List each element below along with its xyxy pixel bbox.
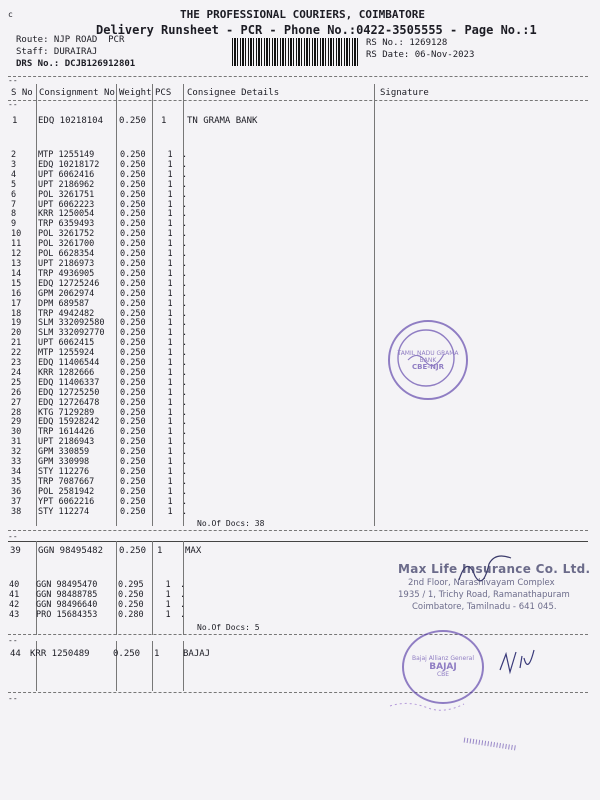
row-consignee: .: [182, 258, 188, 269]
staff-label: Staff: DURAIRAJ: [16, 47, 98, 57]
row-sno: 18: [11, 308, 22, 319]
row-pcs: 1: [167, 209, 173, 220]
row-sno: 43: [9, 609, 20, 620]
column-divider: [8, 100, 588, 101]
row-sno: 16: [11, 288, 22, 299]
col-weight: Weight: [119, 88, 152, 98]
table-row: [0, 448, 187, 458]
row-consignee: .: [182, 179, 188, 190]
row-consignee: .: [182, 457, 188, 468]
row-consignment: MTP 1255149: [38, 150, 95, 160]
dash-mark: --: [8, 100, 18, 109]
col-consignee: Consignee Details: [187, 88, 280, 98]
header-divider: [8, 76, 588, 77]
route-label: Route: NJP ROAD PCR: [16, 35, 125, 45]
row-consignment: TRP 7087667: [38, 476, 95, 487]
row-sno: 40: [9, 580, 20, 590]
row-sno: 17: [11, 298, 22, 309]
row-consignment: POL 3261752: [38, 229, 95, 240]
row-weight: 0.250: [120, 367, 146, 378]
row-consignment: DPM 689587: [38, 298, 90, 309]
row-consignee: .: [182, 249, 188, 260]
row-consignee: .: [182, 239, 188, 250]
row-consignment: GPM 330859: [38, 447, 90, 458]
row-sno: 37: [11, 496, 22, 507]
company-name: THE PROFESSIONAL COURIERS, COIMBATORE: [180, 8, 426, 21]
signature-bajaj-icon: [498, 648, 538, 680]
doc-count: No.Of Docs: 38: [197, 519, 265, 528]
row-pcs: 1: [167, 387, 173, 398]
row-consignment: POL 6628354: [38, 249, 95, 260]
row-weight: 0.250: [120, 348, 146, 359]
row-consignee: .: [182, 447, 188, 458]
row-consignment: EDQ 11406337: [38, 377, 100, 388]
row-consignee: .: [182, 437, 188, 448]
row-weight: 0.295: [118, 580, 144, 590]
row-pcs: 1: [161, 116, 167, 126]
bajaj-allianz-stamp: [402, 630, 484, 704]
row-sno: 26: [11, 387, 22, 398]
row-pcs: 1: [167, 348, 173, 359]
row-consignment: EDQ 10218172: [38, 159, 100, 170]
row-weight: 0.250: [119, 546, 147, 556]
row-weight: 0.250: [120, 328, 146, 339]
row-consignment: YPT 6062216: [38, 496, 95, 507]
row-sno: 33: [11, 457, 22, 468]
row-consignment: PRO 15684353: [36, 609, 98, 620]
table-row: [0, 290, 187, 300]
row-sno: 13: [11, 258, 22, 269]
row-consignee: .: [182, 496, 188, 507]
stamp-text: TAMIL NADU GRAMA BANK: [397, 349, 459, 364]
row-sno: 41: [9, 589, 20, 600]
row-weight: 0.250: [120, 496, 146, 507]
row-consignee: .: [182, 159, 188, 170]
row-consignment: GGN 98495470: [36, 580, 98, 590]
row-weight: 0.250: [120, 169, 146, 180]
row-pcs: 1: [167, 427, 173, 438]
row-consignment: UPT 6062416: [38, 169, 95, 180]
row-sno: 36: [11, 486, 22, 497]
row-consignment: TRP 4936905: [38, 268, 95, 279]
row-consignee: BAJAJ: [183, 649, 211, 659]
row-sno: 28: [11, 407, 22, 418]
row-weight: 0.250: [118, 599, 144, 610]
row-consignee: .: [180, 599, 186, 610]
table-row: [0, 508, 187, 518]
grid-line: [374, 84, 375, 526]
row-pcs: 1: [167, 159, 173, 170]
rs-number: RS No.: 1269128: [366, 38, 448, 48]
row-pcs: 1: [167, 249, 173, 260]
row-pcs: 1: [167, 179, 173, 190]
col-signature: Signature: [380, 88, 429, 98]
row-weight: 0.250: [120, 397, 146, 408]
row-weight: 0.250: [120, 476, 146, 487]
row-weight: 0.250: [120, 506, 146, 517]
row-consignee: .: [182, 150, 188, 160]
row-sno: 9: [11, 219, 17, 230]
row-sno: 23: [11, 358, 22, 369]
row-sno: 39: [10, 546, 21, 556]
row-weight: 0.250: [120, 209, 146, 220]
row-weight: 0.250: [120, 278, 146, 289]
signature-max-icon: [455, 550, 515, 590]
row-consignment: KTG 7129289: [38, 407, 95, 418]
dash-mark: --: [8, 532, 18, 541]
col-consignment: Consignment No: [39, 88, 115, 98]
row-pcs: 1: [167, 506, 173, 517]
row-sno: 3: [11, 159, 17, 170]
row-weight: 0.250: [120, 377, 146, 388]
section-divider: [8, 634, 588, 635]
row-weight: 0.250: [120, 338, 146, 349]
row-weight: 0.250: [120, 298, 146, 309]
row-weight: 0.250: [120, 229, 146, 240]
row-weight: 0.250: [120, 407, 146, 418]
row-sno: 12: [11, 249, 22, 260]
row-consignee: .: [182, 189, 188, 200]
consignment-table-1: [0, 151, 187, 518]
row-pcs: 1: [167, 476, 173, 487]
row-consignment: STY 112276: [38, 467, 90, 477]
row-pcs: 1: [167, 189, 173, 200]
row-consignee: .: [182, 169, 188, 180]
row-pcs: 1: [167, 169, 173, 180]
row-sno: 8: [11, 209, 17, 220]
row-consignment: POL 3261700: [38, 239, 95, 250]
row-consignment: POL 2581942: [38, 486, 95, 497]
row-consignee: .: [182, 486, 188, 497]
row-consignee: .: [180, 609, 186, 620]
row-sno: 22: [11, 348, 22, 359]
row-pcs: 1: [167, 318, 173, 329]
row-weight: 0.250: [118, 589, 144, 600]
row-weight: 0.250: [120, 150, 146, 160]
row-sno: 20: [11, 328, 22, 339]
row-weight: 0.250: [120, 457, 146, 468]
row-consignment: TRP 1614426: [38, 427, 95, 438]
row-pcs: 1: [167, 407, 173, 418]
row-weight: 0.250: [120, 288, 146, 299]
row-consignment: GGN 98496640: [36, 599, 98, 610]
row-consignment: STY 112274: [38, 506, 90, 517]
row-consignment: EDQ 12725250: [38, 387, 100, 398]
row-consignment: UPT 2186943: [38, 437, 95, 448]
row-sno: 42: [9, 599, 20, 610]
row-weight: 0.250: [120, 447, 146, 458]
row-pcs: 1: [167, 199, 173, 210]
stamp-sub: CBE: [436, 671, 450, 678]
row-pcs: 1: [167, 486, 173, 497]
row-weight: 0.250: [120, 219, 146, 230]
row-sno: 30: [11, 427, 22, 438]
stamp-title: Max Life Insurance Co. Ltd.: [398, 562, 591, 576]
row-weight: 0.250: [120, 179, 146, 190]
row-pcs: 1: [167, 219, 173, 230]
row-pcs: 1: [165, 589, 171, 600]
row-consignment: GPM 330998: [38, 457, 90, 468]
row-weight: 0.280: [118, 609, 144, 620]
row-sno: 19: [11, 318, 22, 329]
row-weight: 0.250: [120, 258, 146, 269]
row-weight: 0.250: [120, 268, 146, 279]
row-consignee: MAX: [185, 546, 202, 556]
row-weight: 0.250: [120, 239, 146, 250]
row-consignment: EDQ 10218104: [38, 116, 104, 126]
row-pcs: 1: [167, 298, 173, 309]
row-sno: 35: [11, 476, 22, 487]
row-pcs: 1: [167, 367, 173, 378]
row-consignment: TRP 6359493: [38, 219, 95, 230]
row-sno: 11: [11, 239, 22, 250]
row-sno: 6: [11, 189, 17, 200]
row-consignee: .: [182, 278, 188, 289]
row-consignee: .: [182, 298, 188, 309]
row-pcs: 1: [167, 437, 173, 448]
row-weight: 0.250: [119, 116, 147, 126]
row-pcs: 1: [167, 457, 173, 468]
row-pcs: 1: [167, 258, 173, 269]
row-weight: 0.250: [120, 159, 146, 170]
row-consignee: .: [182, 219, 188, 230]
tn-grama-bank-stamp: [388, 320, 468, 400]
section-divider: [8, 541, 588, 542]
stamp-ring-icon: [388, 320, 464, 396]
row-sno: 2: [11, 150, 17, 160]
row-consignment: KRR 1250489: [30, 649, 90, 659]
row-consignee: .: [182, 358, 188, 369]
row-pcs: 1: [167, 447, 173, 458]
rs-date: RS Date: 06-Nov-2023: [366, 50, 475, 60]
row-pcs: 1: [167, 417, 173, 428]
row-sno: 38: [11, 506, 22, 517]
row-weight: 0.250: [120, 308, 146, 319]
row-sno: 25: [11, 377, 22, 388]
section-divider: [8, 692, 588, 693]
row-consignee: .: [182, 348, 188, 359]
row-consignee: .: [182, 387, 188, 398]
row-pcs: 1: [157, 546, 163, 556]
row-consignee: .: [182, 476, 188, 487]
dash-mark: --: [8, 76, 18, 85]
row-weight: 0.250: [120, 199, 146, 210]
row-consignment: GGN 98495482: [38, 546, 104, 556]
row-consignee: .: [182, 209, 188, 220]
drs-number: DRS No.: DCJB126912801: [16, 59, 136, 69]
row-consignment: GPM 2062974: [38, 288, 95, 299]
margin-mark: c: [8, 10, 13, 19]
row-consignment: SLM 332092580: [38, 318, 105, 329]
row-pcs: 1: [167, 496, 173, 507]
row-consignee: .: [182, 328, 188, 339]
row-consignment: EDQ 15928242: [38, 417, 100, 428]
row-sno: 7: [11, 199, 17, 210]
row-sno: 34: [11, 467, 22, 477]
table-row: [0, 458, 187, 468]
row-sno: 21: [11, 338, 22, 349]
row-consignee: .: [180, 589, 186, 600]
row-consignee: .: [182, 397, 188, 408]
row-consignment: EDQ 11406544: [38, 358, 100, 369]
row-weight: 0.250: [120, 189, 146, 200]
row-sno: 14: [11, 268, 22, 279]
row-pcs: 1: [165, 599, 171, 610]
row-consignment: POL 3261751: [38, 189, 95, 200]
row-consignee: .: [182, 407, 188, 418]
row-sno: 29: [11, 417, 22, 428]
row-pcs: 1: [167, 338, 173, 349]
row-consignee: .: [182, 308, 188, 319]
row-weight: 0.250: [120, 387, 146, 398]
section-divider: [8, 530, 588, 531]
row-consignment: UPT 6062223: [38, 199, 95, 210]
row-consignee: .: [182, 377, 188, 388]
row-consignee: .: [182, 417, 188, 428]
table-row: [0, 438, 187, 448]
row-sno: 1: [12, 116, 18, 126]
row-weight: 0.250: [120, 249, 146, 260]
table-row: [0, 498, 187, 508]
ink-smudge-icon: [462, 736, 518, 752]
row-consignment: KRR 1282666: [38, 367, 95, 378]
row-pcs: 1: [167, 288, 173, 299]
doc-count: No.Of Docs: 5: [197, 623, 260, 632]
table-row: [0, 611, 185, 621]
row-pcs: 1: [167, 278, 173, 289]
row-consignment: UPT 2186973: [38, 258, 95, 269]
row-consignment: EDQ 12725246: [38, 278, 100, 289]
row-consignee: .: [182, 199, 188, 210]
row-weight: 0.250: [120, 427, 146, 438]
row-pcs: 1: [167, 150, 173, 160]
row-consignee: .: [182, 229, 188, 240]
ink-smudge-icon: [388, 698, 468, 718]
consignment-table-2: [0, 581, 185, 621]
row-pcs: 1: [165, 580, 171, 590]
row-sno: 4: [11, 169, 17, 180]
row-weight: 0.250: [120, 486, 146, 497]
row-pcs: 1: [167, 328, 173, 339]
col-sno: S No: [11, 88, 33, 98]
row-sno: 32: [11, 447, 22, 458]
row-consignee: .: [182, 318, 188, 329]
row-pcs: 1: [154, 649, 160, 659]
row-consignee: .: [182, 288, 188, 299]
row-pcs: 1: [165, 609, 171, 620]
stamp-center: BAJAJ: [429, 662, 457, 672]
row-pcs: 1: [167, 229, 173, 240]
row-consignment: GGN 98488785: [36, 589, 98, 600]
stamp-text: Bajaj Allianz General: [412, 655, 474, 662]
row-weight: 0.250: [120, 467, 146, 477]
row-consignee: .: [180, 580, 186, 590]
row-consignee: .: [182, 467, 188, 477]
row-consignee: .: [182, 367, 188, 378]
row-pcs: 1: [167, 377, 173, 388]
row-consignee: .: [182, 338, 188, 349]
row-consignment: MTP 1255924: [38, 348, 95, 359]
row-consignment: SLM 332092770: [38, 328, 105, 339]
row-consignee: .: [182, 268, 188, 279]
grid-line: [152, 641, 153, 691]
row-weight: 0.250: [113, 649, 141, 659]
row-sno: 27: [11, 397, 22, 408]
row-weight: 0.250: [120, 318, 146, 329]
row-sno: 44: [10, 649, 21, 659]
row-pcs: 1: [167, 397, 173, 408]
barcode-image: [232, 38, 360, 66]
row-sno: 10: [11, 229, 22, 240]
row-consignment: KRR 1250054: [38, 209, 95, 220]
row-sno: 5: [11, 179, 17, 190]
row-pcs: 1: [167, 467, 173, 477]
row-weight: 0.250: [120, 417, 146, 428]
table-row: [0, 300, 187, 310]
row-consignee: TN GRAMA BANK: [187, 116, 258, 126]
dash-mark: --: [8, 694, 18, 703]
stamp-line: 1935 / 1, Trichy Road, Ramanathapuram: [398, 590, 570, 600]
row-pcs: 1: [167, 358, 173, 369]
col-pcs: PCS: [155, 88, 172, 98]
stamp-center: CBE-NJR: [411, 362, 444, 371]
row-consignment: EDQ 12726478: [38, 397, 100, 408]
stamp-line: 2nd Floor, Narashivayam Complex: [408, 578, 555, 588]
row-weight: 0.250: [120, 358, 146, 369]
row-sno: 15: [11, 278, 22, 289]
runsheet-title: Delivery Runsheet - PCR - Phone No.:0422-3505555 - Page No.:1: [96, 23, 537, 37]
row-consignment: UPT 2186962: [38, 179, 95, 190]
row-consignee: .: [182, 427, 188, 438]
row-consignment: TRP 4942482: [38, 308, 95, 319]
dash-mark: --: [8, 636, 18, 645]
stamp-line: Coimbatore, Tamilnadu - 641 045.: [412, 602, 557, 612]
row-sno: 24: [11, 367, 22, 378]
row-pcs: 1: [167, 239, 173, 250]
row-pcs: 1: [167, 308, 173, 319]
row-weight: 0.250: [120, 437, 146, 448]
row-sno: 31: [11, 437, 22, 448]
row-consignment: UPT 6062415: [38, 338, 95, 349]
row-pcs: 1: [167, 268, 173, 279]
row-consignee: .: [182, 506, 188, 517]
